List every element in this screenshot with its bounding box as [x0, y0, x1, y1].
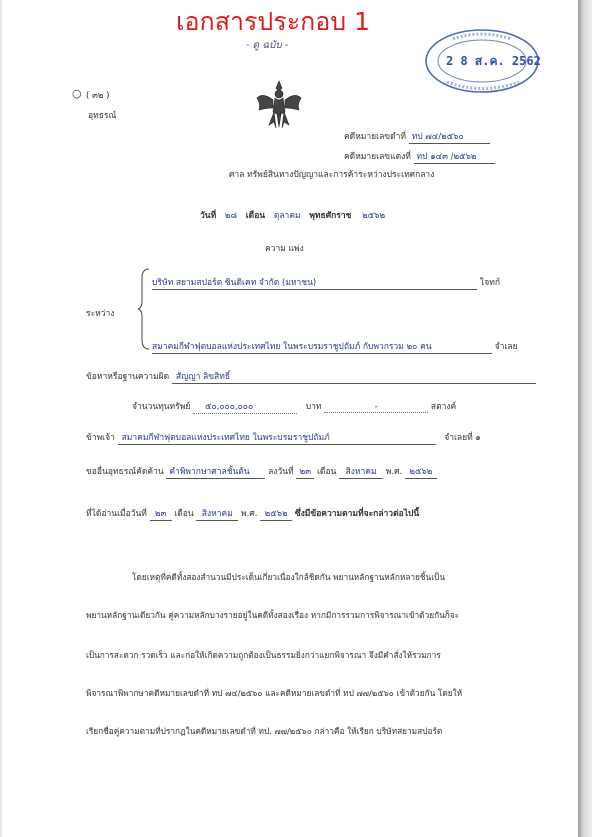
body-line-1: โดยเหตุที่คดีทั้งสองสำนวนมีประเด็นเกี่ยวเนื่องใกล้ชิดกัน พยานหลักฐานหลักหลายชิ้นเป็น [132, 572, 446, 582]
day-label: วันที่ [200, 211, 217, 221]
plaintiff-name: บริษัท สยามสปอร์ต ซินดิเคท จำกัด (มหาชน) [152, 275, 477, 290]
appeal-year: ๒๕๖๒ [405, 464, 437, 479]
day-value: ๒๘ [224, 211, 238, 221]
between-label: ระหว่าง [86, 309, 115, 319]
read-month: สิงหาคม [196, 506, 238, 521]
read-year-label: พ.ศ. [241, 509, 258, 519]
parties-brace-icon [138, 268, 150, 350]
handwritten-note: - ดู ฉบับ - [246, 40, 289, 51]
stamp-date: 2 8 ส.ค. 2562 [446, 54, 541, 68]
charge-value: สัญญา ลิขสิทธิ์ [172, 369, 536, 384]
received-stamp [423, 27, 541, 95]
appeal-month: สิงหาคม [339, 464, 383, 479]
appeal-line [86, 464, 437, 479]
form-type: อุทธรณ์ [88, 111, 117, 121]
baht-label: บาท [305, 402, 322, 412]
appeal-year-label: พ.ศ. [385, 467, 403, 477]
defendant-role: จำเลย [494, 342, 518, 352]
read-year: ๒๕๖๒ [260, 506, 292, 521]
read-day: ๒๓ [150, 506, 172, 521]
plaintiff-role: โจทก์ [479, 278, 500, 288]
annex-label: เอกสารประกอบ 1 [176, 7, 371, 36]
defendant-line [152, 339, 518, 354]
red-case-number [344, 149, 495, 164]
section-title: ความ แพ่ง [265, 244, 304, 254]
court-name: ศาล ทรัพย์สินทางปัญญาและการค้าระหว่างประเทศกลาง [229, 170, 435, 180]
body-line-2: พยานหลักฐานเดียวกัน คู่ความหลักบางรายอยู่ในคดีทั้งสองเรื่อง หากมีการรวมการพิจารณาเข้าด้วยกันก็จะ [86, 610, 460, 620]
filer-value: สมาคมกีฬาฟุตบอลแห่งประเทศไทย ในพระบรมราชูปถัมภ์ [118, 430, 436, 445]
red-case-value: ทป ๑๔๓ /๒๕๖๒ [414, 149, 495, 164]
black-case-value: ทป ๗๔/๒๕๖๐ [409, 129, 490, 144]
page-edge-shadow [578, 0, 592, 837]
amount-label: จำนวนทุนทรัพย์ [132, 402, 191, 412]
black-case-number [344, 129, 490, 144]
body-line-4: พิจารณาพิพากษาคดีหมายเลขดำที่ ทป ๗๔/๒๕๖๐ และคดีหมายเลขดำที่ ทป ๗๗/๒๕๖๐ เข้าด้วยกัน โดยให้ [86, 688, 463, 698]
body-line-3: เป็นการสะดวก รวดเร็ว และก่อให้เกิดความถูกต้องเป็นธรรมยิ่งกว่าแยกพิจารณา จึงมีคำสั่งให้รวมการ [86, 650, 441, 660]
form-circle: ○ [72, 87, 82, 100]
read-suffix: ซึ่งมีข้อความตามที่จะกล่าวต่อไปนี้ [294, 509, 420, 519]
month-label: เดือน [245, 211, 266, 221]
month-value: ตุลาคม [273, 211, 301, 221]
black-case-label: คดีหมายเลขดำที่ [344, 132, 406, 142]
body-line-5: เรียกชื่อคู่ความตามที่ปรากฏในคดีหมายเลขดำที่ ทป. ๗๗/๒๕๖๐ กล่าวคือ ให้เรียก บริษัทสยามสปอร์ต [86, 726, 443, 736]
read-label: ที่ได้อ่านเมื่อวันที่ [86, 509, 147, 519]
year-value: ๒๕๖๒ [362, 211, 386, 221]
filer-line [86, 430, 481, 445]
filing-date [200, 208, 385, 222]
filer-role: จำเลยที่ ๑ [444, 433, 481, 443]
charge-line [86, 369, 536, 384]
appeal-value: คำพิพากษาศาลชั้นต้น [166, 464, 265, 479]
appeal-month-label: เดือน [317, 467, 337, 477]
read-date-line [86, 506, 419, 521]
defendant-name: สมาคมกีฬาฟุตบอลแห่งประเทศไทย ในพระบรมราชูปถัมภ์ กับพวกรวม ๒๐ คน [152, 339, 492, 354]
red-case-label: คดีหมายเลขแดงที่ [344, 152, 411, 162]
appeal-day: ๒๓ [296, 464, 314, 479]
charge-label: ข้อหาหรือฐานความผิด [86, 372, 170, 382]
plaintiff-line [152, 275, 500, 290]
form-number: ( ๓๒ ) [86, 91, 110, 101]
amount-value: ๕๐,๐๐๐,๐๐๐ [193, 399, 297, 414]
amount-line [132, 399, 456, 414]
year-label: พุทธศักราช [309, 211, 352, 221]
filer-label: ข้าพเจ้า [86, 433, 115, 443]
appeal-label: ขออื่นอุทธรณ์คัดค้าน [86, 467, 164, 477]
read-month-label: เดือน [174, 509, 194, 519]
garuda-emblem-icon [254, 78, 304, 130]
appeal-date-label: ลงวันที่ [268, 467, 294, 477]
satang-value: - [324, 402, 428, 413]
satang-label: สตางค์ [430, 402, 457, 412]
